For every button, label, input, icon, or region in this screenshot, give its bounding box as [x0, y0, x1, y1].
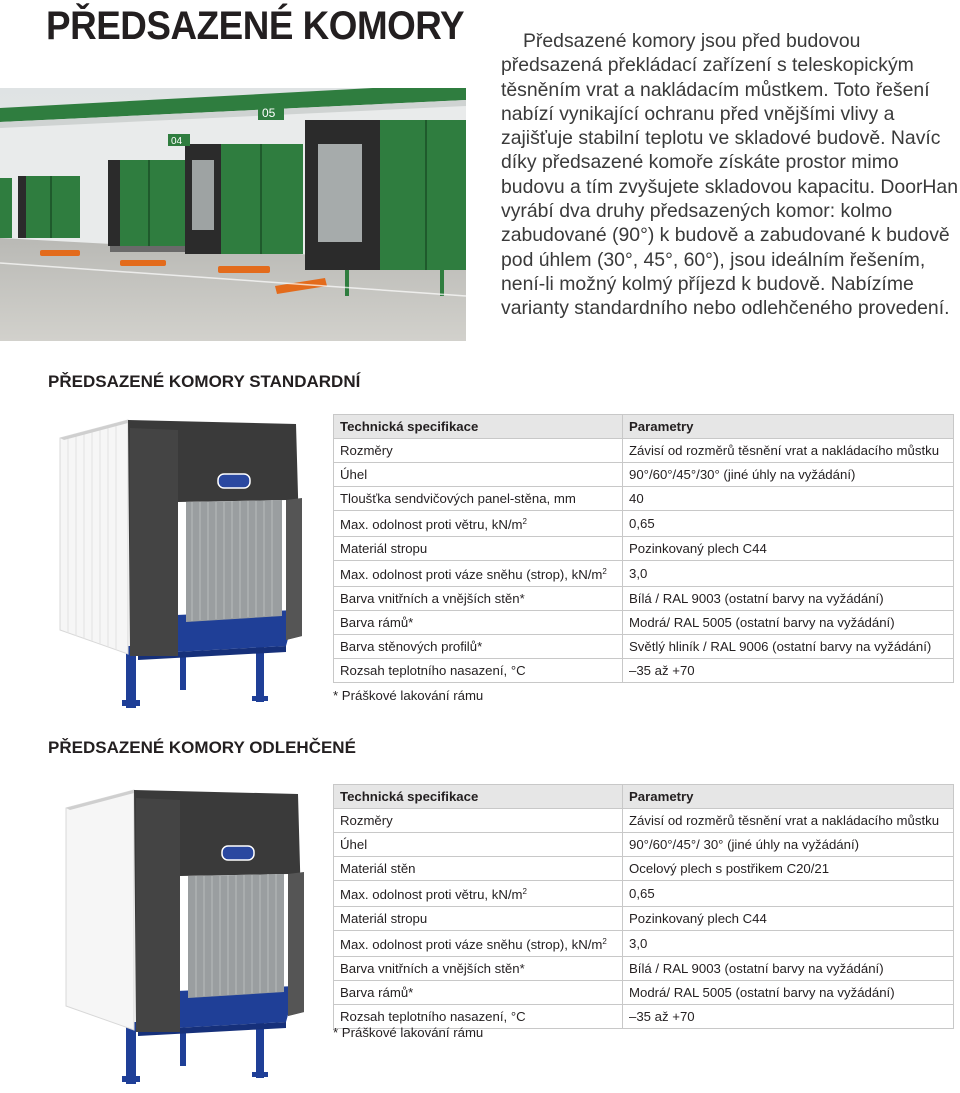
row-value: 0,65 — [623, 881, 954, 907]
row-label: Barva stěnových profilů* — [334, 635, 623, 659]
row-label: Max. odolnost proti váze sněhu (strop), $kN/m^2$ — [334, 561, 623, 587]
dock-number-04: 04 — [171, 136, 183, 147]
row-label: Barva vnitřních a vnějších stěn* — [334, 587, 623, 611]
row-label: Materiál stropu — [334, 907, 623, 931]
header-cell-spec: Technická specifikace — [334, 415, 623, 439]
table-row — [334, 587, 954, 611]
superscript: 2 — [602, 937, 607, 946]
row-label: Max. odolnost proti větru, $kN/m^2$ — [334, 881, 623, 907]
row-value: 90°/60°/45°/30° (jiné úhly na vyžádání) — [623, 463, 954, 487]
row-value: –35 až +70 — [623, 1005, 954, 1029]
table-row — [334, 881, 954, 907]
header-cell-params: Parametry — [623, 785, 954, 809]
row-value: 0,65 — [623, 511, 954, 537]
table-row — [334, 611, 954, 635]
row-value: Modrá/ RAL 5005 (ostatní barvy na vyžádání) — [623, 981, 954, 1005]
table-row — [334, 833, 954, 857]
intro-text: Předsazené komory jsou před budovou předsazená překládací zařízení s teleskopickým těsněním vrat a nakládacím můstkem. Toto řešení nabízí vynikající ochranu před vnějšími vlivy a zajišťuje stabilní teplotu ve skladové budově. Navíc díky předsazené komoře získáte prostor mimo budovu a tím zvyšujete skladovou kapacitu. DoorHan vyrábí dva druhy předsazených komor: kolmo zabudované (90°) k budově a zabudované k budově pod úhlem (30°, 45°, 60°), jsou ideálním řešením, není-li možný kolmý příjezd k budově. Nabízíme varianty standardního nebo odlehčeného provedení. — [501, 30, 959, 320]
row-value: Ocelový plech s postřikem C20/21 — [623, 857, 954, 881]
table-row — [334, 981, 954, 1005]
table-row — [334, 635, 954, 659]
superscript: 2 — [522, 887, 527, 896]
dock-number-05: 05 — [262, 106, 276, 120]
table-header-row — [334, 785, 954, 809]
section-title-light: PŘEDSAZENÉ KOMORY ODLEHČENÉ — [48, 738, 356, 757]
loading-dock-photo — [0, 88, 466, 341]
header-cell-spec: Technická specifikace — [334, 785, 623, 809]
table-row — [334, 907, 954, 931]
row-label: Barva vnitřních a vnějších stěn* — [334, 957, 623, 981]
row-label: Rozměry — [334, 809, 623, 833]
row-label: Max. odolnost proti váze sněhu (strop), $kN/m^2$ — [334, 931, 623, 957]
row-label: Rozsah teplotního nasazení, °C — [334, 659, 623, 683]
table-row — [334, 561, 954, 587]
row-label: Max. odolnost proti větru, $kN/m^2$ — [334, 511, 623, 537]
table-row — [334, 931, 954, 957]
table-row — [334, 957, 954, 981]
footnote-light: * Práškové lakování rámu — [333, 1025, 484, 1040]
row-value: Pozinkovaný plech C44 — [623, 907, 954, 931]
row-label: Materiál stěn — [334, 857, 623, 881]
row-value: Bílá / RAL 9003 (ostatní barvy na vyžádání) — [623, 587, 954, 611]
page-title: PŘEDSAZENÉ KOMORY — [46, 4, 465, 48]
table-row — [334, 809, 954, 833]
dock-shelter-light-image — [46, 778, 316, 1088]
row-value: 90°/60°/45°/ 30° (jiné úhly na vyžádání) — [623, 833, 954, 857]
table-row — [334, 487, 954, 511]
intro-paragraph — [501, 29, 960, 321]
row-label: Úhel — [334, 463, 623, 487]
row-value: Závisí od rozměrů těsnění vrat a nakládacího můstku — [623, 809, 954, 833]
row-value: Světlý hliník / RAL 9006 (ostatní barvy na vyžádání) — [623, 635, 954, 659]
row-label: Tloušťka sendvičových panel-stěna, mm — [334, 487, 623, 511]
table-row — [334, 463, 954, 487]
row-value: 3,0 — [623, 931, 954, 957]
table-row — [334, 511, 954, 537]
section-title-standard: PŘEDSAZENÉ KOMORY STANDARDNÍ — [48, 372, 361, 391]
row-label: Rozsah teplotního nasazení, °C — [334, 1005, 623, 1029]
row-label: Úhel — [334, 833, 623, 857]
spec-table-light — [333, 784, 954, 1029]
row-value: Závisí od rozměrů těsnění vrat a nakládacího můstku — [623, 439, 954, 463]
dock-shelter-standard-image — [46, 410, 316, 712]
table-header-row — [334, 415, 954, 439]
row-value: 40 — [623, 487, 954, 511]
footnote-standard: * Práškové lakování rámu — [333, 688, 484, 703]
row-value: –35 až +70 — [623, 659, 954, 683]
header-cell-params: Parametry — [623, 415, 954, 439]
row-value: Bílá / RAL 9003 (ostatní barvy na vyžádání) — [623, 957, 954, 981]
row-label: Barva rámů* — [334, 611, 623, 635]
row-label: Materiál stropu — [334, 537, 623, 561]
table-row — [334, 537, 954, 561]
row-label: Rozměry — [334, 439, 623, 463]
superscript: 2 — [522, 517, 527, 526]
row-value: Pozinkovaný plech C44 — [623, 537, 954, 561]
table-row — [334, 857, 954, 881]
superscript: 2 — [602, 567, 607, 576]
row-value: 3,0 — [623, 561, 954, 587]
table-row — [334, 439, 954, 463]
spec-table-standard — [333, 414, 954, 683]
row-value: Modrá/ RAL 5005 (ostatní barvy na vyžádání) — [623, 611, 954, 635]
table-row — [334, 659, 954, 683]
row-label: Barva rámů* — [334, 981, 623, 1005]
